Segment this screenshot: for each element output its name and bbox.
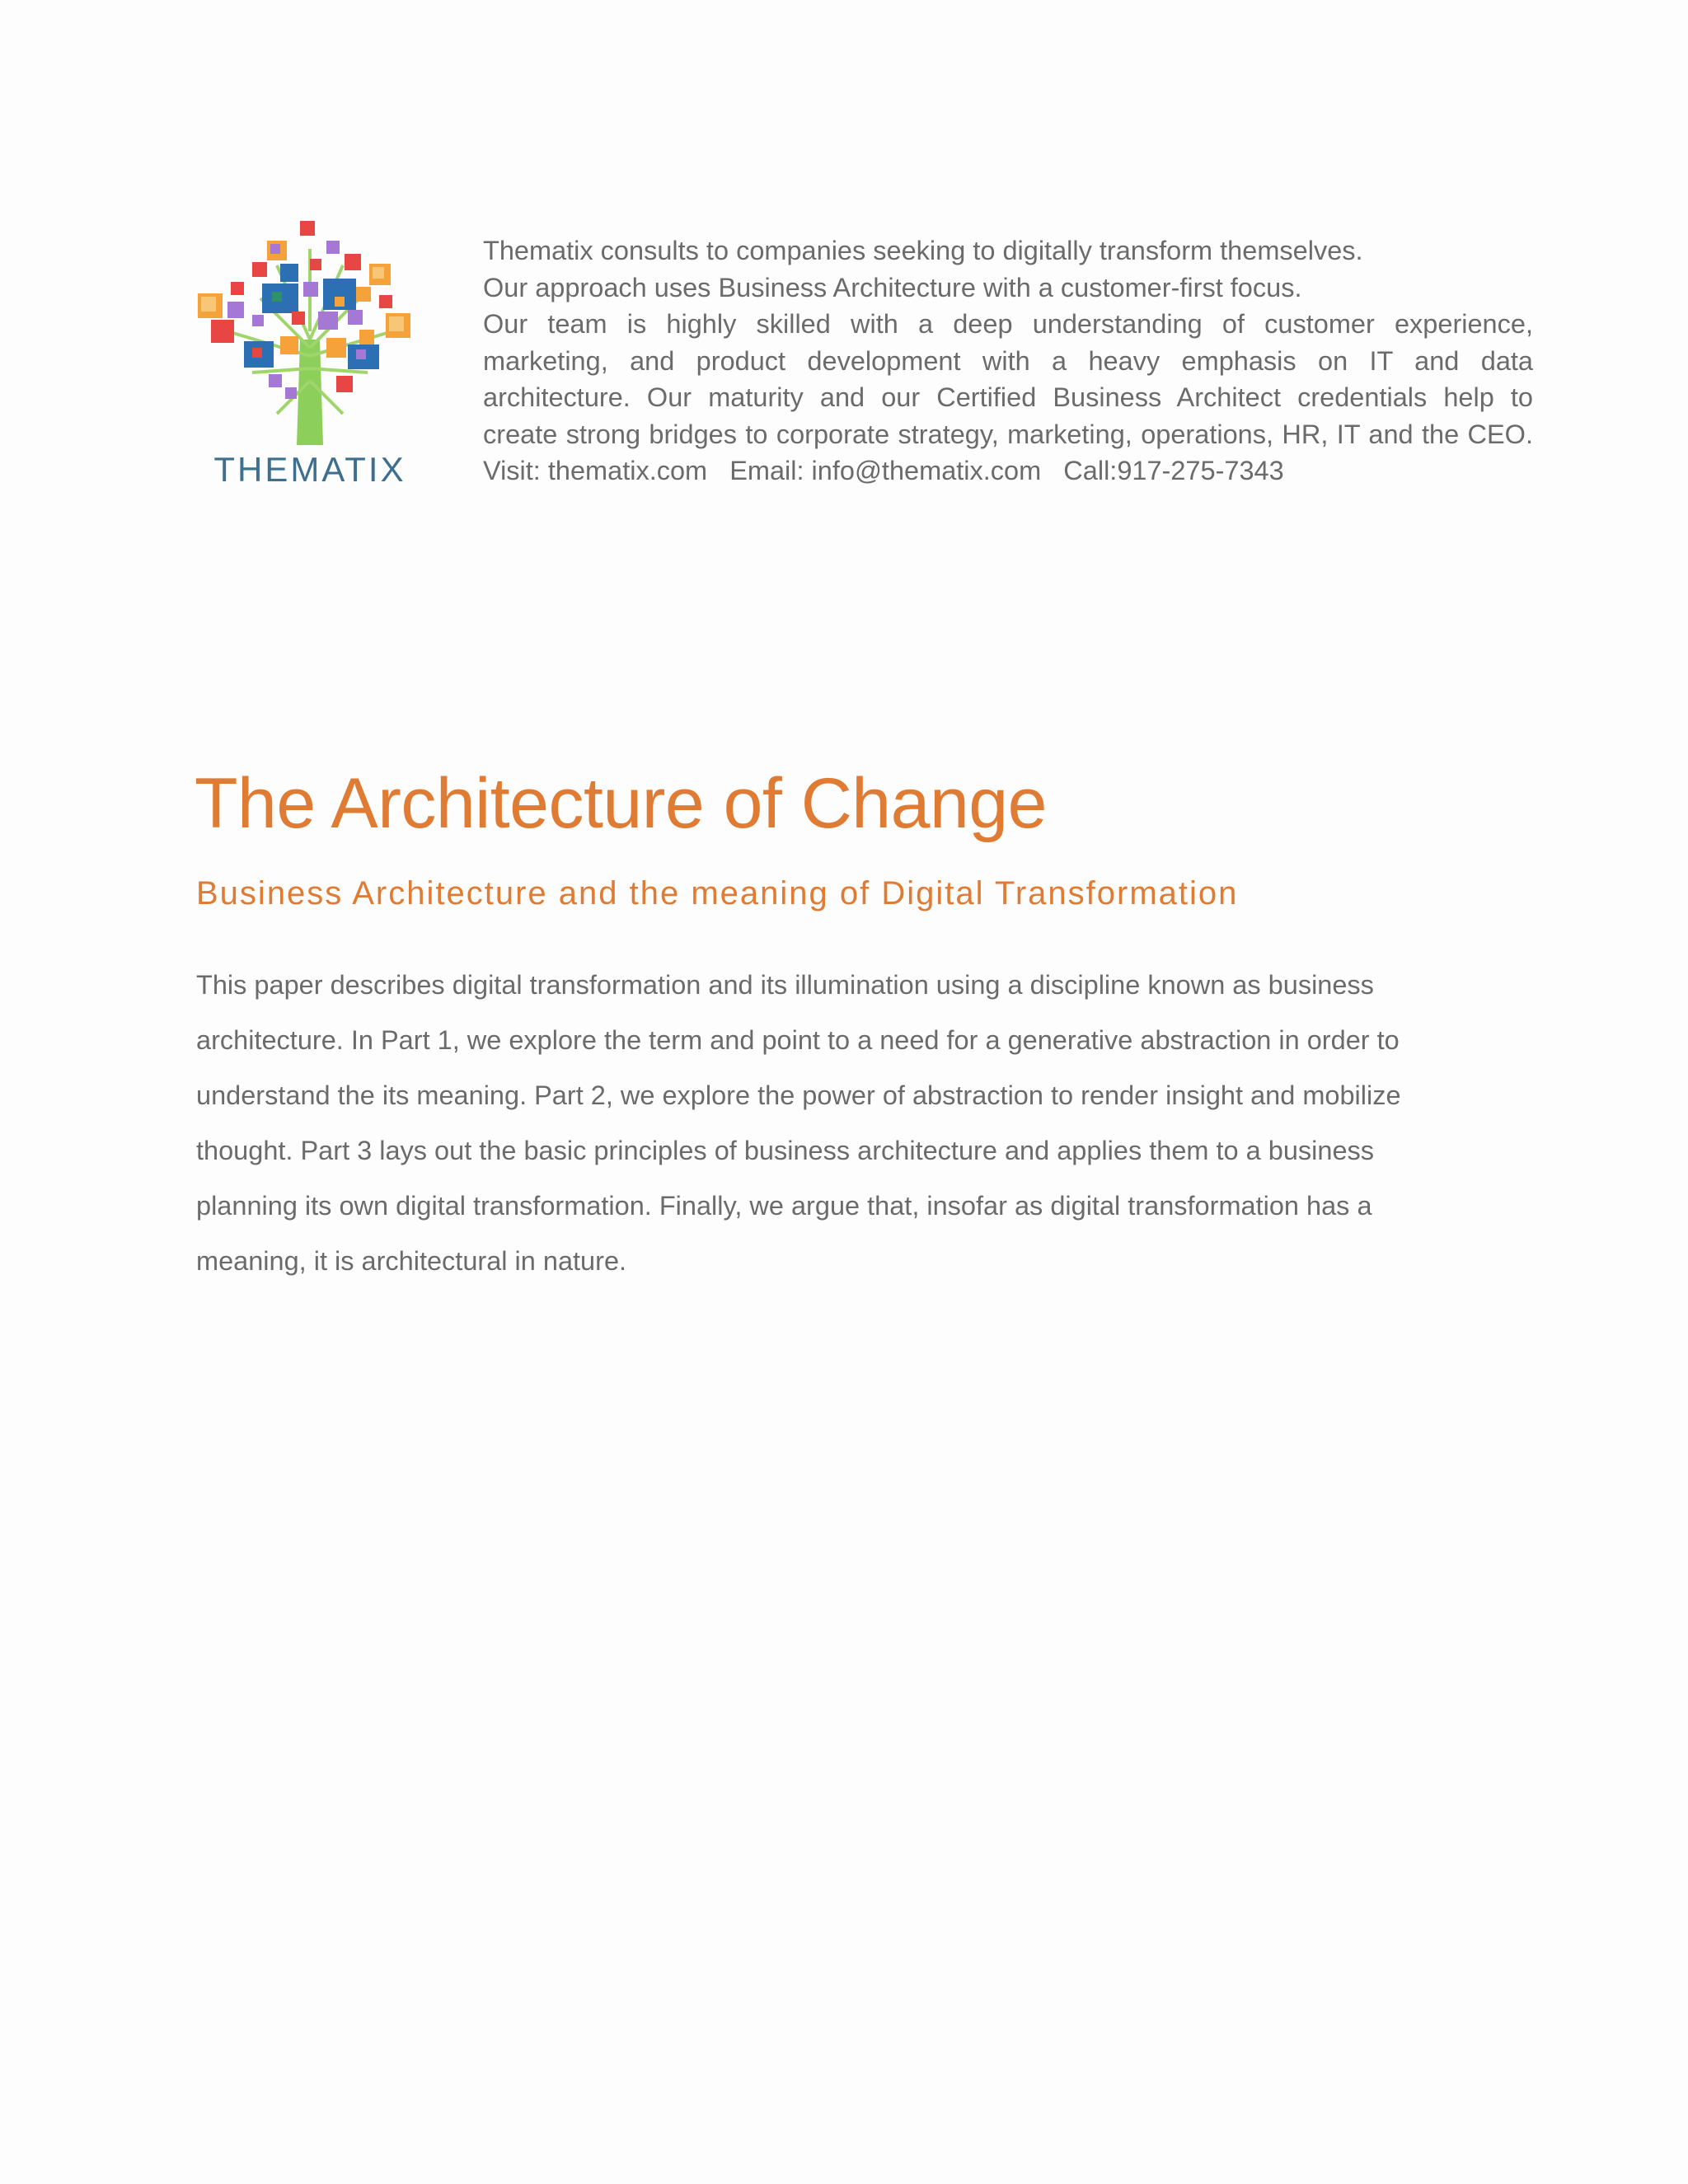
thematix-logo — [195, 216, 425, 488]
company-paragraph-line-4: create strong bridges to corporate strategy, marketing, operations, HR, IT and the CEO. — [483, 419, 1533, 449]
abstract-line-1: This paper describes digital transformation and its illumination using a discipline known as business — [196, 970, 1374, 1000]
logo-wordmark: THEMATIX — [213, 450, 406, 488]
abstract-line-4: thought. Part 3 lays out the basic principles of business architecture and applies them to a business — [196, 1136, 1375, 1165]
company-paragraph-line-3: architecture. Our maturity and our Certified Business Architect credentials help to — [483, 382, 1533, 412]
document-abstract — [196, 958, 1515, 1289]
company-paragraph-line-1: Our team is highly skilled with a deep understanding of customer experience, — [483, 309, 1533, 339]
contact-website: Visit: thematix.com — [483, 456, 708, 485]
company-tagline-line-2: Our approach uses Business Architecture with a customer-first focus. — [483, 272, 1302, 302]
company-paragraph-line-2: marketing, and product development with a heavy emphasis on IT and data — [483, 345, 1533, 376]
document-title: The Architecture of Change — [195, 764, 1047, 843]
company-description — [483, 232, 1533, 490]
company-tagline-line-1: Thematix consults to companies seeking to digitally transform themselves. — [483, 236, 1363, 265]
contact-email: Email: info@thematix.com — [729, 456, 1042, 485]
contact-phone: Call:917-275-7343 — [1063, 456, 1284, 485]
company-contact-line — [483, 452, 1533, 490]
abstract-line-5: planning its own digital transformation. Finally, we argue that, insofar as digital transformation has a — [196, 1191, 1372, 1221]
abstract-line-3: understand the its meaning. Part 2, we explore the power of abstraction to render insight and mobilize — [196, 1080, 1401, 1110]
abstract-line-2: architecture. In Part 1, we explore the term and point to a need for a generative abstraction in order to — [196, 1025, 1400, 1055]
tree-of-squares-logo-icon — [195, 216, 425, 488]
abstract-line-6: meaning, it is architectural in nature. — [196, 1246, 627, 1276]
document-subtitle: Business Architecture and the meaning of Digital Transformation — [196, 875, 1239, 912]
